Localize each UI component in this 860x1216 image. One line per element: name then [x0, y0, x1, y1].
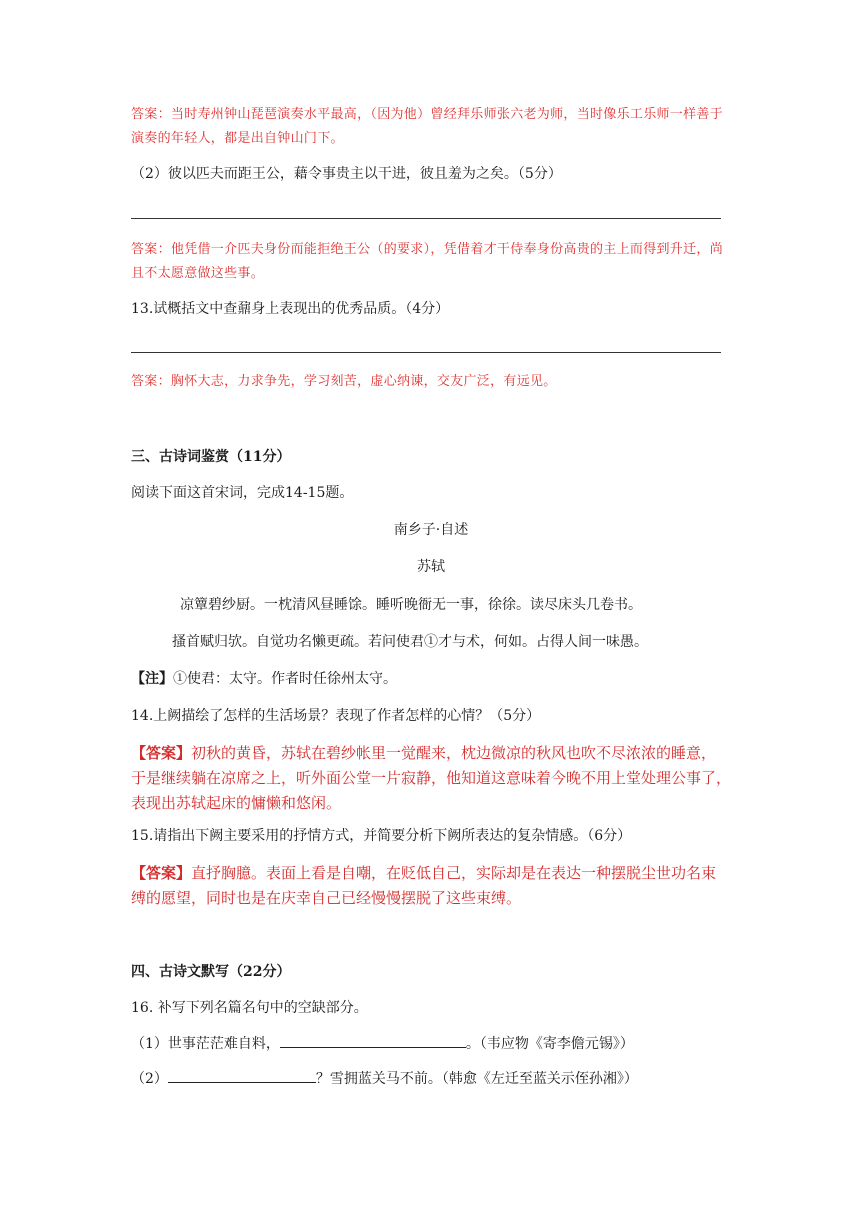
fill-item-2-post: ？雪拥蓝关马不前。（韩愈《左迁至蓝关示侄孙湘》） [315, 1071, 638, 1087]
poem-line-1: 凉簟碧纱厨。一枕清风昼睡馀。睡听晚衙无一事，徐徐。读尽床头几卷书。 [180, 597, 642, 613]
answer-tag: 【答案】 [131, 744, 192, 762]
answer-line [131, 352, 721, 353]
poem-title: 南乡子·自述 [393, 522, 469, 538]
note-tag: 【注】 [131, 671, 173, 687]
section-3-heading: 三、古诗词鉴赏（11分） [131, 449, 291, 465]
answer-15-text: 直抒胸臆。表面上看是自嘲，在贬低自己，实际却是在表达一种摆脱尘世功名束缚的愿望，同时也是在庆幸自己已经慢慢摆脱了这些束缚。 [131, 864, 717, 907]
fill-item-1 [131, 1032, 731, 1056]
section-4-heading: 四、古诗文默写（22分） [131, 964, 291, 980]
answer-14 [131, 741, 731, 816]
question-12-2: （2）彼以匹夫而距王公，藉令事贵主以干进，彼且羞为之矣。（5分） [131, 166, 562, 182]
fill-item-2-pre: （2） [131, 1071, 168, 1087]
fill-item-1-post: 。（韦应物《寄李儋元锡》） [465, 1036, 634, 1052]
question-15: 15.请指出下阙主要采用的抒情方式，并简要分析下阙所表达的复杂情感。（6分） [131, 828, 632, 844]
poem-author: 苏轼 [417, 559, 445, 575]
answer-line [131, 218, 721, 219]
answer-12-2: 答案：他凭借一介匹夫身份而能拒绝王公（的要求），凭借着才干侍奉身份高贵的主上而得到升迁，尚且不太愿意做这些事。 [131, 242, 724, 281]
question-16: 16. 补写下列名篇名句中的空缺部分。 [131, 1000, 368, 1016]
section-3-intro: 阅读下面这首宋词，完成14-15题。 [131, 485, 354, 501]
question-13: 13.试概括文中查鼐身上表现出的优秀品质。（4分） [131, 301, 450, 317]
poem-note [131, 668, 731, 691]
fill-blank-2[interactable] [168, 1067, 316, 1083]
answer-12-1: 答案：当时寿州钟山琵琶演奏水平最高，（因为他）曾经拜乐师张六老为师，当时像乐工乐师一样善于演奏的年轻人，都是出自钟山门下。 [131, 107, 724, 146]
fill-item-2 [131, 1067, 731, 1091]
fill-blank-1[interactable] [280, 1032, 466, 1048]
answer-tag: 【答案】 [131, 864, 192, 882]
poem-line-2: 搔首赋归欤。自觉功名懒更疏。若问使君①才与术，何如。占得人间一味愚。 [172, 634, 648, 650]
note-text: ①使君：太守。作者时任徐州太守。 [173, 671, 397, 687]
answer-14-text: 初秋的黄昏，苏轼在碧纱帐里一觉醒来，枕边微凉的秋风也吹不尽浓浓的睡意，于是继续躺在凉席之上，听外面公堂一片寂静，他知道这意味着今晚不用上堂处理公事了，表现出苏轼起床的慵懒和悠闲。 [131, 744, 732, 812]
answer-15 [131, 861, 731, 911]
answer-13: 答案：胸怀大志，力求争先，学习刻苦，虚心纳谏，交友广泛，有远见。 [131, 374, 557, 389]
fill-item-1-pre: （1）世事茫茫难自料， [131, 1036, 280, 1052]
question-14: 14.上阙描绘了怎样的生活场景？表现了作者怎样的心情？（5分） [131, 708, 541, 724]
